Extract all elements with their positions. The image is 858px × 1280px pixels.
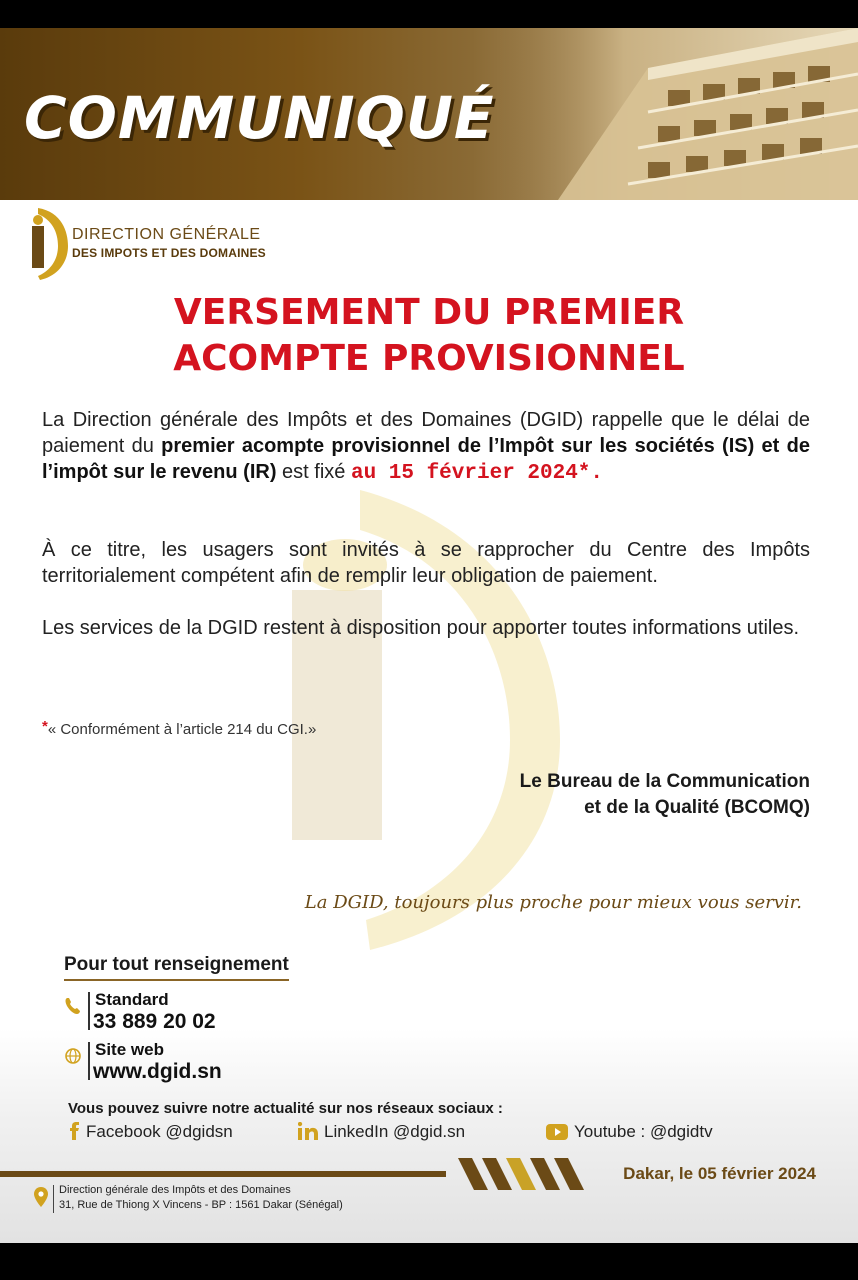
- social-linkedin[interactable]: [298, 1122, 465, 1142]
- address-line2: 31, Rue de Thiong X Vincens - BP : 1561 Dakar (Sénégal): [59, 1199, 343, 1211]
- decorative-stripes: [458, 1158, 586, 1190]
- linkedin-handle[interactable]: LinkedIn @dgid.sn: [324, 1122, 466, 1141]
- phone-icon: [64, 996, 82, 1016]
- contact-separator: [88, 1042, 90, 1080]
- signature: [520, 769, 810, 821]
- website-link[interactable]: www.dgid.sn: [93, 1060, 222, 1083]
- slogan: La DGID, toujours plus proche pour mieux vous servir.: [304, 892, 802, 913]
- dgid-logo: [28, 206, 288, 286]
- dgid-logo-mark: [28, 206, 72, 282]
- facebook-icon: [68, 1122, 80, 1140]
- p1-text-b: est fixé: [276, 461, 351, 483]
- youtube-icon: [546, 1124, 568, 1140]
- p1-text-a: La Direction générale des Impôts et des Domaines (DGID) rappelle que le délai de paiement du: [42, 409, 810, 457]
- phone-label: Standard: [95, 990, 169, 1009]
- social-title: Vous pouvez suivre notre actualité sur nos réseaux sociaux :: [68, 1100, 503, 1117]
- web-label: Site web: [95, 1040, 164, 1059]
- building-image: [498, 28, 858, 200]
- info-title: Pour tout renseignement: [64, 954, 289, 981]
- footnote: [42, 718, 316, 738]
- paragraph-1: [42, 407, 810, 487]
- facebook-handle[interactable]: Facebook @dgidsn: [86, 1122, 233, 1141]
- signature-line1: Le Bureau de la Communication: [519, 771, 810, 792]
- document-title: [0, 290, 858, 382]
- contact-phone: [64, 990, 284, 1034]
- youtube-handle[interactable]: Youtube : @dgidtv: [574, 1122, 713, 1141]
- paragraph-3: Les services de la DGID restent à disposition pour apporter toutes informations utiles.: [42, 617, 800, 639]
- globe-icon: [64, 1046, 82, 1066]
- logo-text-line1: DIRECTION GÉNÉRALE: [72, 226, 261, 243]
- deadline-date: au 15 février 2024*.: [350, 462, 604, 485]
- document-date: Dakar, le 05 février 2024: [623, 1164, 816, 1183]
- title-line2: ACOMPTE PROVISIONNEL: [173, 338, 685, 379]
- contact-web: [64, 1040, 284, 1084]
- social-facebook[interactable]: [68, 1122, 233, 1142]
- contact-separator: [88, 992, 90, 1030]
- social-youtube[interactable]: [546, 1122, 713, 1142]
- address-line1: Direction générale des Impôts et des Domaines: [59, 1184, 291, 1196]
- location-pin-icon: [34, 1187, 48, 1207]
- header-banner: [0, 28, 858, 200]
- communique-page: [0, 28, 858, 1243]
- address-separator: [53, 1185, 54, 1213]
- footnote-text: « Conformément à l’article 214 du CGI.»: [47, 721, 317, 738]
- p1-bold: premier acompte provisionnel de l’Impôt sur les sociétés (IS) et de l’impôt sur le revenu (IR): [42, 435, 810, 483]
- footer-band: [0, 1171, 446, 1177]
- paragraph-2: À ce titre, les usagers sont invités à se rapprocher du Centre des Impôts territorialement compétent afin de remplir leur obligation de paiement.: [42, 539, 810, 587]
- banner-title: COMMUNIQUÉ: [24, 84, 495, 152]
- title-line1: VERSEMENT DU PREMIER: [173, 292, 685, 333]
- logo-text-line2: DES IMPOTS ET DES DOMAINES: [72, 246, 266, 260]
- footnote-star: *: [42, 718, 48, 735]
- signature-line2: et de la Qualité (BCOMQ): [584, 797, 810, 818]
- phone-number[interactable]: 33 889 20 02: [93, 1010, 216, 1033]
- linkedin-icon: [298, 1122, 318, 1140]
